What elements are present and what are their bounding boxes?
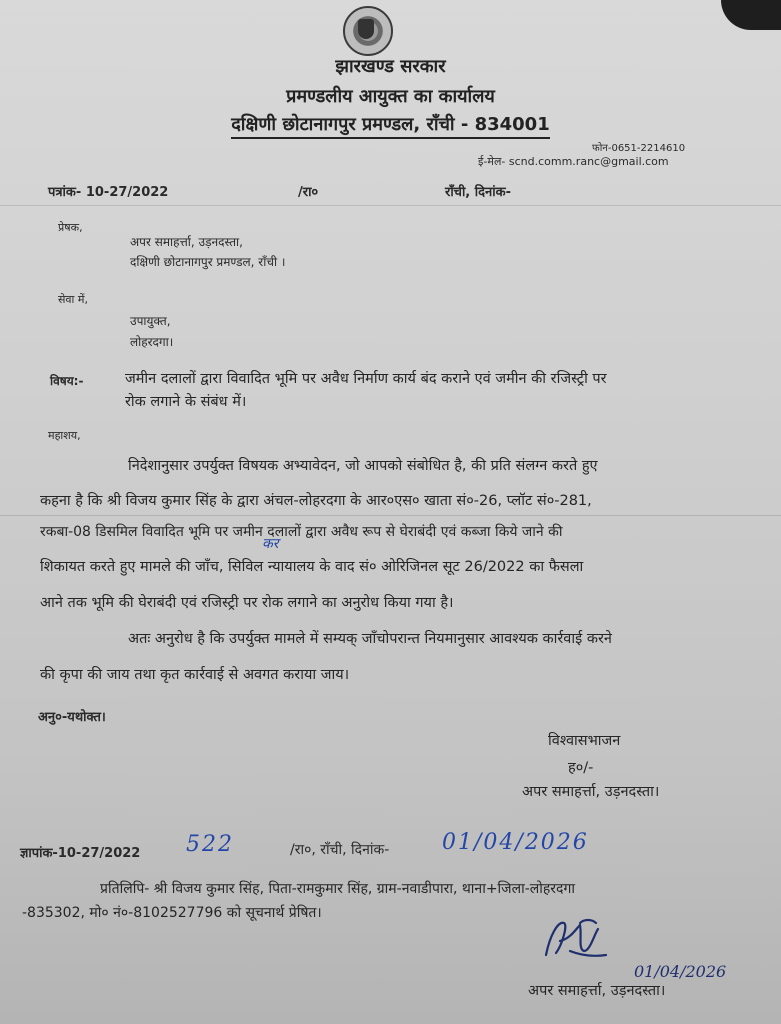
memo-date-label: /रा०, राँची, दिनांक- [290, 842, 390, 858]
salutation: महाशय, [48, 429, 81, 442]
recipient-line: उपायुक्त, [130, 314, 171, 328]
header-office: प्रमण्डलीय आयुक्त का कार्यालय [286, 86, 495, 107]
signoff-line: विश्वासभाजन [548, 733, 621, 749]
paper-fold [0, 205, 781, 206]
body-line: शिकायत करते हुए मामले की जाँच, सिविल न्यायालय के वाद सं० ओरिजिनल सूट 26/2022 का फैसला [40, 559, 584, 575]
signoff-line: ह०/- [568, 760, 594, 776]
sender-label: प्रेषक, [58, 221, 83, 234]
handwritten-memo-number: 522 [186, 832, 234, 857]
header-email: ई-मेल- scnd.comm.ranc@gmail.com [478, 155, 669, 168]
ref-number: पत्रांक- 10-27/2022 [48, 185, 169, 200]
header-phone: फोन-0651-2214610 [592, 143, 686, 154]
handwritten-signature [540, 915, 610, 963]
body-line: की कृपा की जाय तथा कृत कार्रवाई से अवगत कराया जाय। [40, 667, 350, 683]
signoff-designation: अपर समाहर्त्ता, उड़नदस्ता। [522, 784, 660, 800]
body-line: निदेशानुसार उपर्युक्त विषयक अभ्यावेदन, जो आपको संबोधित है, की प्रति संलग्न करते हुए [128, 458, 598, 474]
recipient-line: लोहरदगा। [130, 335, 174, 349]
sender-line: दक्षिणी छोटानागपुर प्रमण्डल, राँची । [130, 255, 286, 269]
signature-date: 01/04/2026 [634, 962, 727, 981]
recipient-label: सेवा में, [58, 293, 88, 306]
enclosure-note: अनु०-यथोक्त। [38, 710, 106, 725]
government-emblem-icon [343, 6, 393, 56]
body-line: कहना है कि श्री विजय कुमार सिंह के द्वारा अंचल-लोहरदगा के आर०एस० खाता सं०-26, प्लॉट सं०-281, [40, 493, 592, 509]
header-address: दक्षिणी छोटानागपुर प्रमण्डल, राँची - 834001 [0, 112, 781, 136]
memo-number: ज्ञापांक-10-27/2022 [20, 846, 141, 861]
copy-line: प्रतिलिपि- श्री विजय कुमार सिंह, पिता-रामकुमार सिंह, ग्राम-नवाडीपारा, थाना+जिला-लोहरदगा [100, 881, 575, 897]
ref-ra: /रा० [298, 185, 319, 200]
body-line: रकबा-08 डिसमिल विवादित भूमि पर जमीन दलालों द्वारा अवैध रूप से घेराबंदी एवं कब्जा किये जाने की [40, 524, 563, 540]
header-government: झारखण्ड सरकार [335, 56, 446, 77]
copy-line: -835302, मो० नं०-8102527796 को सूचनार्थ प्रेषित। [22, 905, 322, 921]
handwritten-date: 01/04/2026 [442, 830, 589, 855]
background-shadow [721, 0, 781, 30]
subject-label: विषय:- [50, 374, 84, 388]
handwritten-insert: कर [262, 536, 279, 552]
sender-line: अपर समाहर्त्ता, उड़नदस्ता, [130, 235, 243, 249]
body-line: आने तक भूमि की घेराबंदी एवं रजिस्ट्री पर रोक लगाने का अनुरोध किया गया है। [40, 595, 454, 611]
footer-designation: अपर समाहर्त्ता, उड़नदस्ता। [528, 983, 666, 999]
paper-fold [0, 515, 781, 516]
ref-date-label: राँची, दिनांक- [445, 185, 512, 200]
body-line: अतः अनुरोध है कि उपर्युक्त मामले में सम्यक् जाँचोपरान्त नियमानुसार आवश्यक कार्रवाई करने [128, 631, 612, 647]
subject-line: रोक लगाने के संबंध में। [125, 394, 247, 410]
subject-line: जमीन दलालों द्वारा विवादित भूमि पर अवैध निर्माण कार्य बंद कराने एवं जमीन की रजिस्ट्री पर [125, 371, 607, 387]
